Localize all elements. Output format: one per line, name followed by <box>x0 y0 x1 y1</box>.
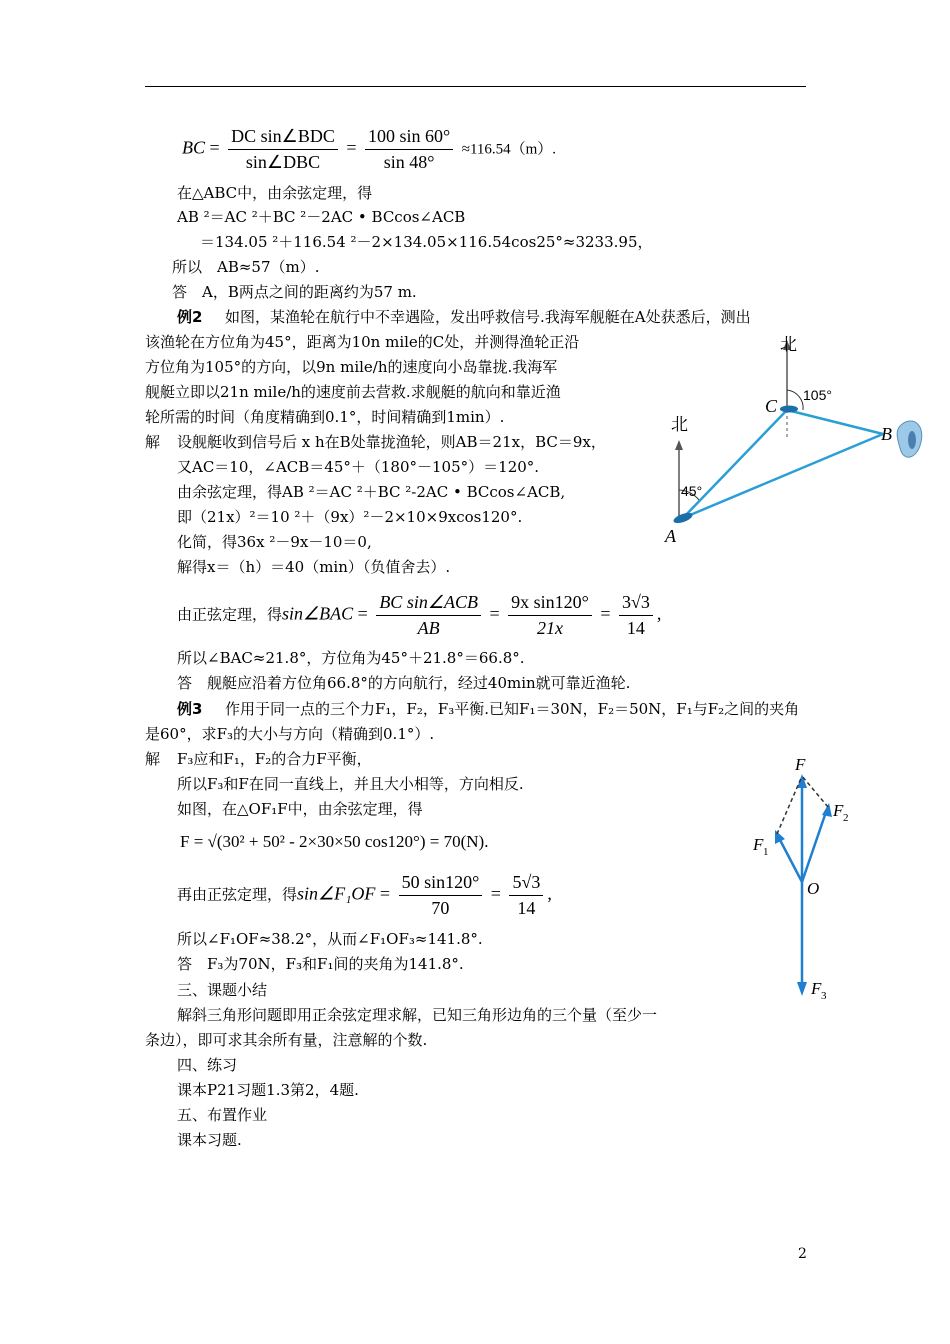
force-figure <box>745 750 865 1000</box>
text-line: 答 舰艇应沿着方位角66.8°的方向航行，经过40min就可靠近渔轮. <box>177 674 631 692</box>
text-line: 答 A，B两点之间的距离约为57 m. <box>172 283 417 301</box>
north-label-a: 北 <box>671 415 688 435</box>
text-line: 是60°，求F₃的大小与方向（精确到0.1°）. <box>145 725 435 743</box>
text-line: ＝134.05 ²＋116.54 ²－2×134.05×116.54cos25°≈3233.95， <box>200 233 653 251</box>
fishing-boat-icon <box>780 406 798 413</box>
text-line: 作用于同一点的三个力F₁，F₂，F₃平衡.已知F₁＝30N，F₂＝50N，F₁与F₂之间的夹角 <box>225 700 800 718</box>
section-heading: 三、课题小结 <box>177 981 268 999</box>
angle-label-105: 105° <box>803 387 832 403</box>
text-line: 所以 AB≈57（m）. <box>172 258 320 276</box>
text-line: 即（21x）²＝10 ²＋（9x）²－2×10×9xcos120°. <box>177 508 523 526</box>
text-line: 方位角为105°的方向，以9n mile/h的速度向小岛靠拢.我海军 <box>145 358 558 376</box>
equation-sin-f1of: 再由正弦定理，得sin∠F₁OF = $\frac{50 \sin 120^\circ}{70}$ = $\frac{5√3}{14}$ , <box>177 872 552 918</box>
text-line: 所以F₃和F在同一直线上，并且大小相等，方向相反. <box>177 775 524 793</box>
equation-sin-bac: 由正弦定理，得sin∠BAC = $\frac{\text{BC sin∠ACB}}{AB}$ = $\frac{\text{9x sin120°}}{21x}$ = $\frac{3√3}{14}$ , <box>177 592 662 638</box>
text-line: 课本P21习题1.3第2，4题. <box>177 1081 359 1099</box>
north-label-c: 北 <box>780 335 797 355</box>
text-line: 所以∠F₁OF≈38.2°，从而∠F₁OF₃≈141.8°. <box>177 930 483 948</box>
text-line: 解斜三角形问题即用正余弦定理求解，已知三角形边角的三个量（至少一 <box>177 1006 658 1024</box>
force-f1-label: F <box>753 835 764 854</box>
side-ab <box>683 434 883 518</box>
page-number: 2 <box>798 1246 807 1262</box>
side-cb <box>787 410 883 434</box>
solution-label: 解 <box>145 750 161 768</box>
force-f2-label: F <box>833 801 844 820</box>
svg-text:3: 3 <box>821 990 827 1000</box>
text-line: 设舰艇收到信号后 x h在B处靠拢渔轮，则AB＝21x，BC＝9x， <box>177 433 606 451</box>
force-f3-label: F <box>811 979 822 998</box>
text-line: 课本习题. <box>177 1131 242 1149</box>
angle-label-45: 45° <box>681 483 703 499</box>
text-line: 解得x＝（h）＝40（min）（负值舍去）. <box>177 558 451 576</box>
ship-icon <box>672 511 694 525</box>
text-line: 如图，在△OF₁F中，由余弦定理，得 <box>177 800 423 818</box>
example-2-label: 例2 <box>177 308 203 326</box>
solution-label: 解 <box>145 433 161 451</box>
point-c-label: C <box>765 396 778 416</box>
point-a-label: A <box>665 526 676 546</box>
text-line: 又AC＝10，∠ACB＝45°＋（180°－105°）＝120°. <box>177 458 540 476</box>
text-line: 所以∠BAC≈21.8°，方位角为45°＋21.8°＝66.8°. <box>177 649 525 667</box>
text-line: 舰艇立即以21n mile/h的速度前去营救.求舰艇的航向和靠近渔 <box>145 383 561 401</box>
text-line: 由余弦定理，得AB ²＝AC ²＋BC ²-2AC • BCcos∠ACB, <box>177 483 566 501</box>
equation-force-f: F = √(30² + 50² - 2×30×50 cos120°) = 70(N). <box>180 832 489 851</box>
text-line: AB ²＝AC ²＋BC ²－2AC • BCcos∠ACB <box>177 208 466 226</box>
section-heading: 四、练习 <box>177 1056 238 1074</box>
svg-text:1: 1 <box>763 846 769 858</box>
equation-bc: BC = $\frac{\text{DC sin∠BDC}}{\text{sin∠DBC}}$ = $\frac{100 \sin 60^\circ}{\sin 48^\circ}$ ≈116.54（m）. <box>182 126 557 172</box>
navigation-figure <box>655 320 935 550</box>
example-3-label: 例3 <box>177 700 203 718</box>
origin-o-label: O <box>807 879 820 898</box>
header-rule <box>145 86 806 87</box>
point-b-label: B <box>881 424 892 444</box>
text-line: 答 F₃为70N，F₃和F₁间的夹角为141.8°. <box>177 955 464 973</box>
force-f-label: F <box>795 755 806 774</box>
text-line: 该渔轮在方位角为45°，距离为10n mile的C处，并测得渔轮正沿 <box>145 333 580 351</box>
svg-text:2: 2 <box>843 812 849 824</box>
text-line: 化简，得36x ²－9x－10＝0, <box>177 533 372 551</box>
text-line: 轮所需的时间（角度精确到0.1°，时间精确到1min）. <box>145 408 505 426</box>
side-ac <box>683 410 787 518</box>
text-line: 条边），即可求其余所有量，注意解的个数. <box>145 1031 428 1049</box>
text-line: 如图，某渔轮在航行中不幸遇险，发出呼救信号.我海军舰艇在A处获悉后，测出 <box>225 308 751 326</box>
section-heading: 五、布置作业 <box>177 1106 268 1124</box>
text-line: F₃应和F₁，F₂的合力F平衡， <box>177 750 372 768</box>
text-line: 在△ABC中，由余弦定理，得 <box>177 184 373 202</box>
